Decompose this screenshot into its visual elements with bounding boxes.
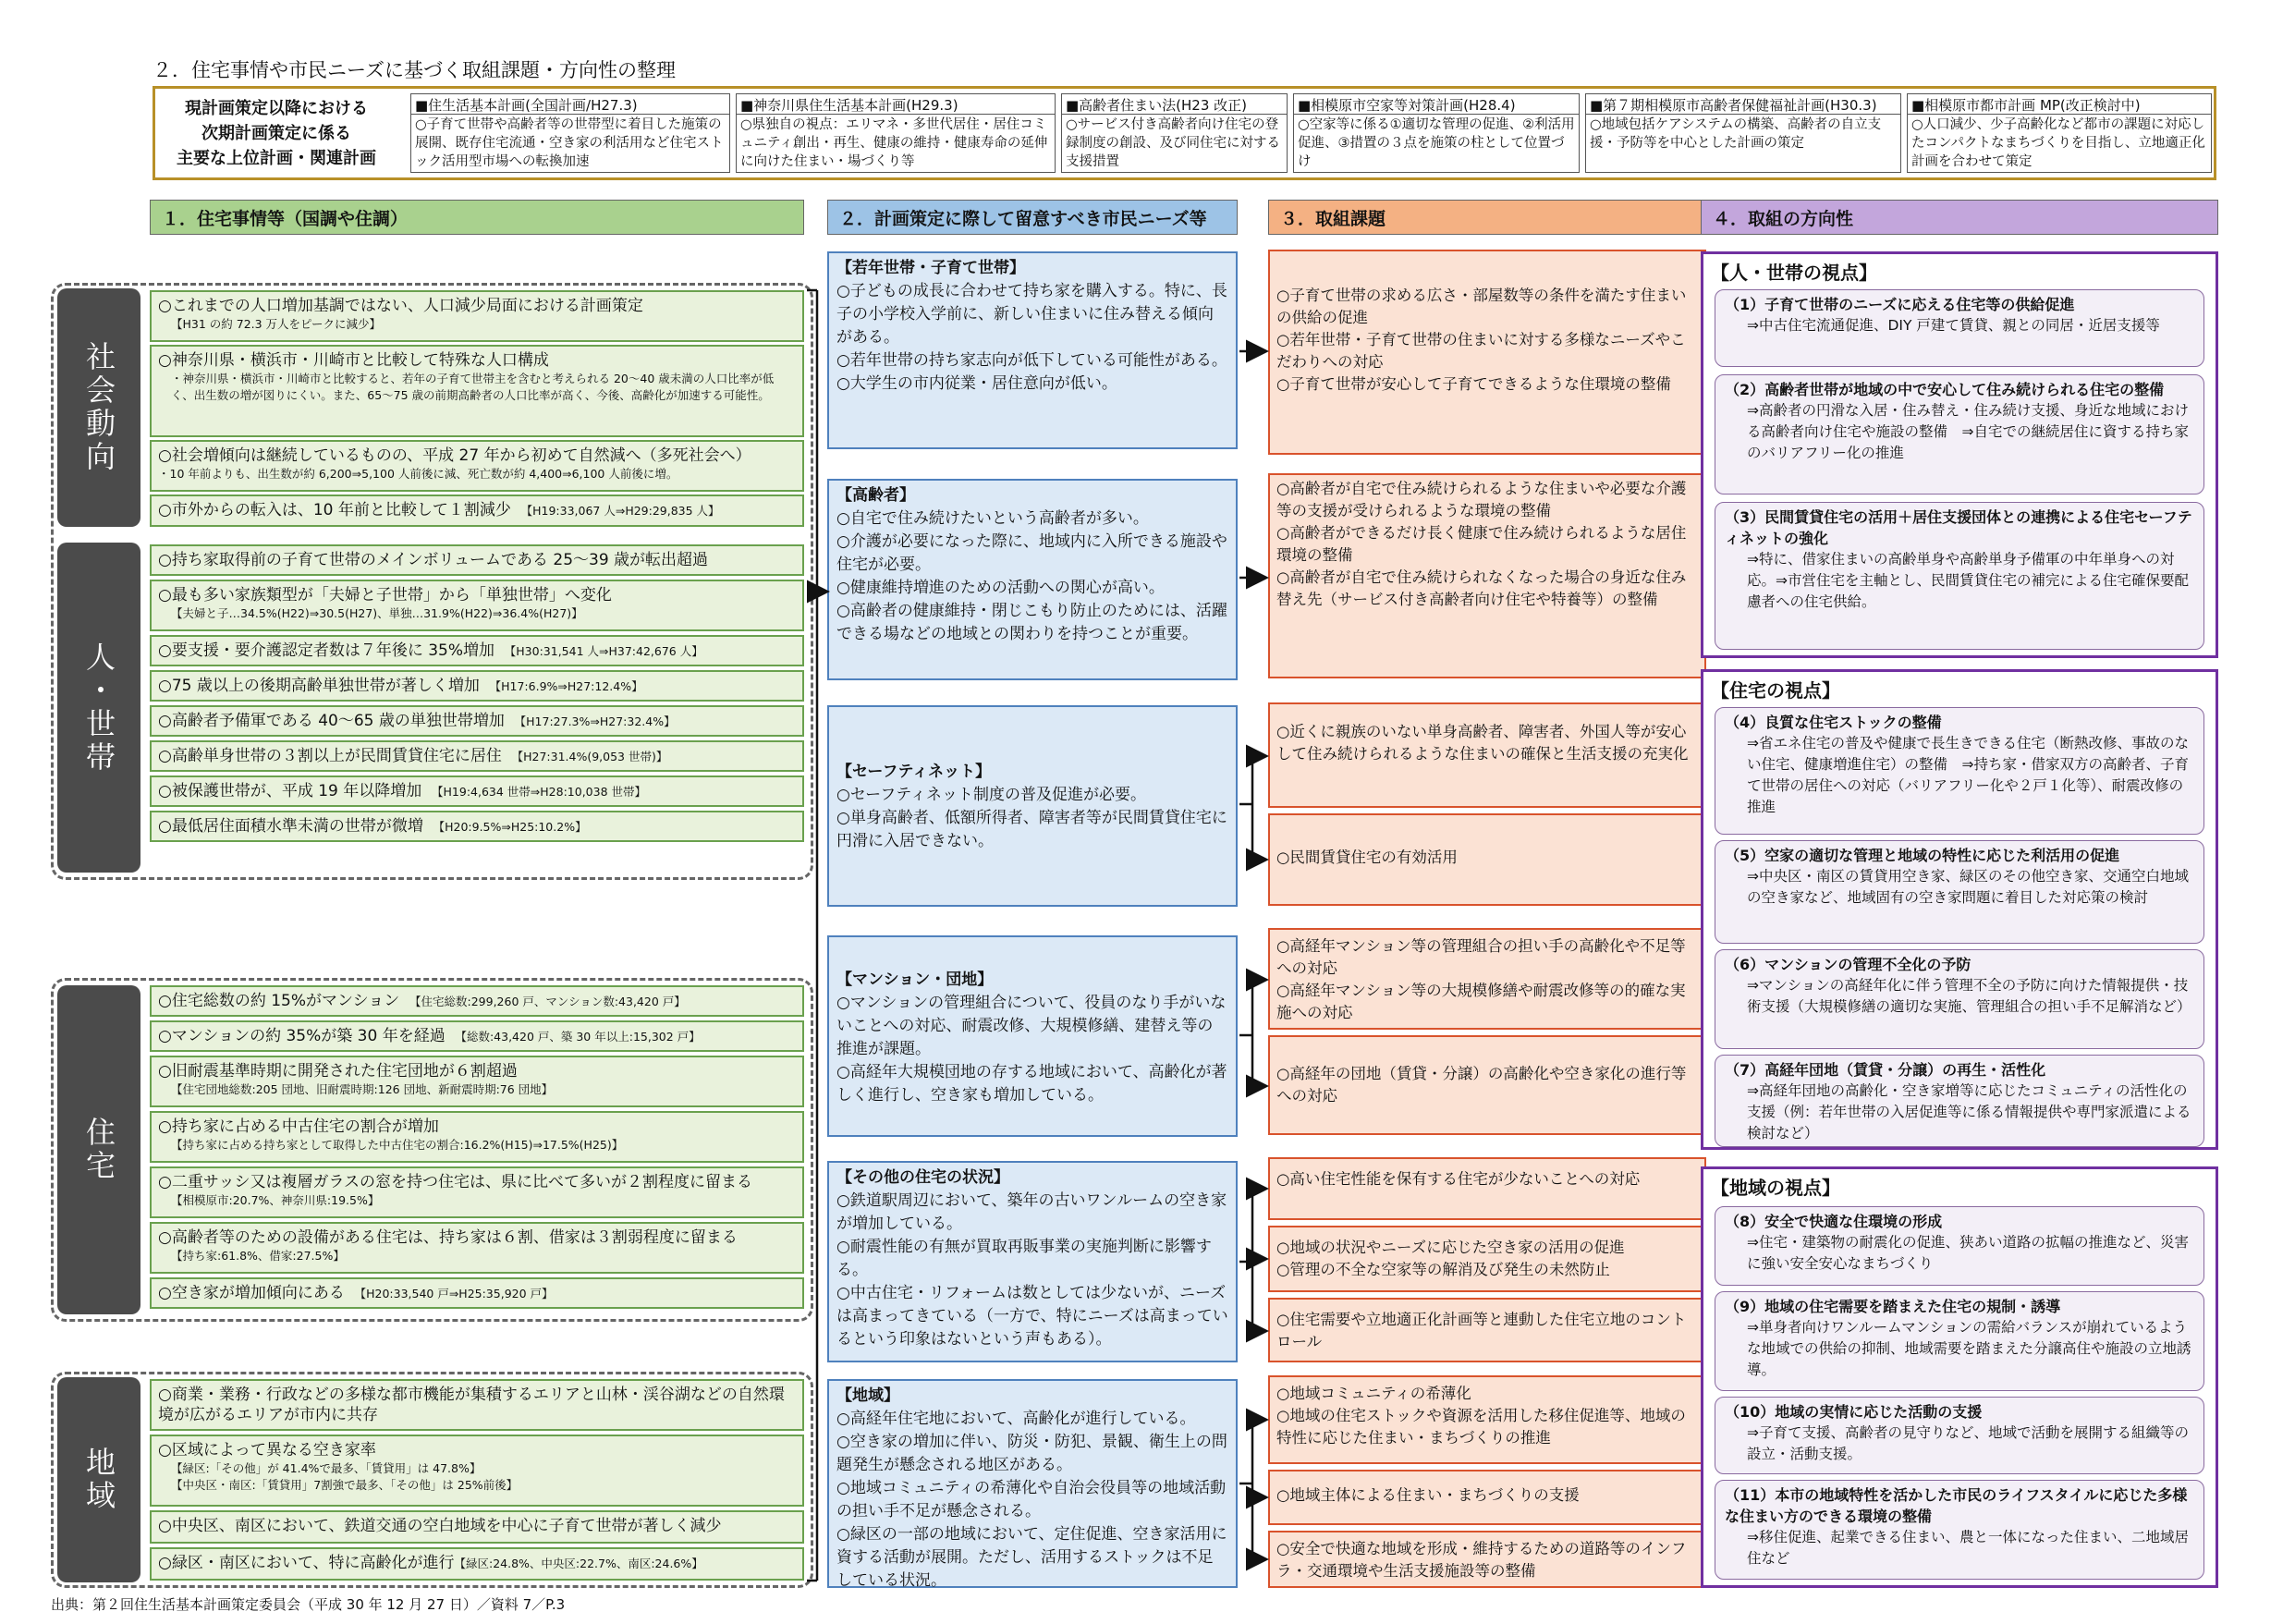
direction-item: （4）良質な住宅ストックの整備 ⇒省エネ住宅の普及や健康で長生きできる住宅（断熱改修、事故のない住宅、健康増進住宅）の整備 ⇒持ち家・借家双方の高齢者、子育て世帯の居住への対応（バリアフリー化や２戸１化等）、耐震改修の推進 — [1715, 707, 2204, 835]
column-header-directions: ４．取組の方向性 — [1701, 200, 2218, 235]
fact-item: ○要支援・要介護認定者数は７年後に 35%増加 【H30:31,541 人⇒H37:42,676 人】 — [150, 635, 804, 666]
fact-item: ○これまでの人口増加基調ではない、人口減少局面における計画策定 【H31 の約 72.3 万人をピークに減少】 — [150, 290, 804, 342]
view-region: 【地域の視点】 （8）安全で快適な住環境の形成 ⇒住宅・建築物の耐震化の促進、狭あい道路の拡幅の推進など、災害に強い安全安心なまちづくり （9）地域の住宅需要を踏まえた住宅の規制・誘導 ⇒単身者向けワンルームマンションの需給バランスが崩れているような地域での供給の抑制、地域需要を踏まえた分譲高住や施設の立地誘導。 （10）地域の実情に応じた活動の支援 ⇒子育て支援、高齢者の見守りなど、地域で活動を展開する組織等の設立・活動支援。 （11）本市の地域特性を活かした市民のライフスタイルに応じた多様な住まい方のできる環境の整備 ⇒移住促進、起業できる住まい、農と一体になった住まい、二地域居住など — [1701, 1166, 2218, 1588]
issue-box: ○地域主体による住まい・まちづくりの支援 — [1268, 1470, 1706, 1525]
fact-item: ○緑区・南区において、特に高齢化が進行【緑区:24.8%、中央区:22.7%、南区:24.6%】 — [150, 1547, 804, 1581]
fact-item: ○高齢者等のための設備がある住宅は、持ち家は６割、借家は３割弱程度に留まる 【持ち家:61.8%、借家:27.5%】 — [150, 1222, 804, 1274]
issue-box: ○民間賃貸住宅の有効活用 — [1268, 813, 1706, 906]
plan-city-mp: ■相模原市都市計画 MP(改正検討中) ○人口減少、少子高齢化など都市の課題に対応したコンパクトなまちづくりを目指し、立地適正化計画を合わせて策定 — [1907, 93, 2212, 173]
fact-item: ○神奈川県・横浜市・川崎市と比較して特殊な人口構成 ・神奈川県・横浜市・川崎市と比較すると、若年の子育て世帯主を含むと考えられる 20～40 歳未満の人口比率が低く、出生数の増が図りにくい。また、65～75 歳の前期高齢者の人口比率が高く、今後、高齢化が加速する可能性。 — [150, 345, 804, 437]
issue-box: ○地域コミュニティの希薄化 ○地域の住宅ストックや資源を活用した移住促進等、地域の特性に応じた住まい・まちづくりの推進 — [1268, 1375, 1706, 1464]
issue-box: ○高い住宅性能を保有する住宅が少ないことへの対応 — [1268, 1157, 1706, 1220]
fact-item: ○旧耐震基準時期に開発された住宅団地が６割超過 【住宅団地総数:205 団地、旧耐震時期:126 団地、新耐震時期:76 団地】 — [150, 1056, 804, 1107]
needs-young-households: 【若年世帯・子育て世帯】 ○子どもの成長に合わせて持ち家を購入する。特に、長子の小学校入学前に、新しい住まいに住み替える傾向がある。 ○若年世帯の持ち家志向が低下している可能性がある。 ○大学生の市内従業・居住意向が低い。 — [827, 251, 1238, 449]
needs-region: 【地域】 ○高経年住宅地において、高齢化が進行している。 ○空き家の増加に伴い、防災・防犯、景観、衛生上の問題発生が懸念される地区がある。 ○地域コミュニティの希薄化や自治会役員等の地域活動の担い手不足が懸念される。 ○緑区の一部の地域において、定住促進、空き家活用に資する活動が展開。ただし、活用するストックは不足している状況。 — [827, 1379, 1238, 1588]
side-label-housing: 住宅 — [57, 985, 140, 1314]
needs-safety-net: 【セーフティネット】 ○セーフティネット制度の普及促進が必要。 ○単身高齢者、低額所得者、障害者等が民間賃貸住宅に円滑に入居できない。 — [827, 705, 1238, 907]
needs-other-housing: 【その他の住宅の状況】 ○鉄道駅周辺において、築年の古いワンルームの空き家が増加している。 ○耐震性能の有無が買取再販事業の実施判断に影響する。 ○中古住宅・リフォームは数としては少ないが、ニーズは高まってきている（一方で、特にニーズは高まっているという印象はないという声もある）。 — [827, 1161, 1238, 1362]
plan-national: ■住生活基本計画(全国計画/H27.3) ○子育て世帯や高齢者等の世帯型に着目した施策の展開、既存住宅流通・空き家の利活用など住宅ストック活用型市場への転換加速 — [410, 93, 730, 173]
fact-item: ○最も多い家族類型が「夫婦と子世帯」から「単独世帯」へ変化 【夫婦と子…34.5%(H22)⇒30.5(H27)、単独…31.9%(H22)⇒36.4%(H27)】 — [150, 580, 804, 631]
fact-item: ○75 歳以上の後期高齢単独世帯が著しく増加 【H17:6.9%⇒H27:12.4%】 — [150, 670, 804, 702]
fact-item: ○被保護世帯が、平成 19 年以降増加 【H19:4,634 世帯⇒H28:10,038 世帯】 — [150, 775, 804, 807]
direction-item: （7）高経年団地（賃貸・分譲）の再生・活性化 ⇒高経年団地の高齢化・空き家増等に応じたコミュニティの活性化の支援（例：若年世帯の入居促進等に係る情報提供や専門家派遣による検討など） — [1715, 1055, 2204, 1147]
fact-item: ○住宅総数の約 15%がマンション 【住宅総数:299,260 戸、マンション数:43,420 戸】 — [150, 985, 804, 1017]
issue-box: ○地域の状況やニーズに応じた空き家の活用の促進 ○管理の不全な空家等の解消及び発生の未然防止 — [1268, 1226, 1706, 1292]
fact-item: ○持ち家取得前の子育て世帯のメインボリュームである 25～39 歳が転出超過 — [150, 544, 804, 576]
fact-item: ○中央区、南区において、鉄道交通の空白地域を中心に子育て世帯が著しく減少 — [150, 1510, 804, 1544]
plan-vacant-house: ■相模原市空家等対策計画(H28.4) ○空家等に係る①適切な管理の促進、②利活用促進、③措置の３点を施策の柱として位置づけ — [1293, 93, 1580, 173]
needs-condominium: 【マンション・団地】 ○マンションの管理組合について、役員のなり手がいないことへの対応、耐震改修、大規模修繕、建替え等の推進が課題。 ○高経年大規模団地の存する地域において、高齢化が著しく進行し、空き家も増加している。 — [827, 935, 1238, 1137]
column-header-housing-conditions: １．住宅事情等（国調や住調） — [150, 200, 804, 235]
direction-item: （10）地域の実情に応じた活動の支援 ⇒子育て支援、高齢者の見守りなど、地域で活動を展開する組織等の設立・活動支援。 — [1715, 1397, 2204, 1474]
direction-item: （5）空家の適切な管理と地域の特性に応じた利活用の促進 ⇒中央区・南区の賃貸用空き家、緑区のその他空き家、交通空白地域の空き家など、地域固有の空き家問題に着目した対応策の検討 — [1715, 840, 2204, 944]
issue-box: ○安全で快適な地域を形成・維持するための道路等のインフラ・交通環境や生活支援施設等の整備 — [1268, 1531, 1706, 1588]
side-label-social: 社会動向 — [57, 288, 140, 527]
issue-box: ○高経年の団地（賃貸・分譲）の高齢化や空き家化の進行等への対応 — [1268, 1035, 1706, 1135]
plan-kanagawa: ■神奈川県住生活基本計画(H29.3) ○県独自の視点：エリマネ・多世代居住・居住コミュニティ創出・再生、健康の維持・健康寿命の延伸に向けた住まい・場づくり等 — [736, 93, 1056, 173]
fact-item: ○商業・業務・行政などの多様な都市機能が集積するエリアと山林・渓谷湖などの自然環境が広がるエリアが市内に共存 — [150, 1379, 804, 1431]
fact-item: ○市外からの転入は、10 年前と比較して１割減少 【H19:33,067 人⇒H29:29,835 人】 — [150, 495, 804, 527]
fact-item: ○二重サッシ又は複層ガラスの窓を持つ住宅は、県に比べて多いが２割程度に留まる 【相模原市:20.7%、神奈川県:19.5%】 — [150, 1166, 804, 1218]
direction-item: （11）本市の地域特性を活かした市民のライフスタイルに応じた多様な住まい方のできる環境の整備 ⇒移住促進、起業できる住まい、農と一体になった住まい、二地域居住など — [1715, 1480, 2204, 1580]
direction-item: （6）マンションの管理不全化の予防 ⇒マンションの高経年化に伴う管理不全の予防に向けた情報提供・技術支援（大規模修繕の適切な実施、管理組合の担い手不足解消など） — [1715, 949, 2204, 1049]
fact-item: ○持ち家に占める中古住宅の割合が増加 【持ち家に占める持ち家として取得した中古住宅の割合:16.2%(H15)⇒17.5%(H25)】 — [150, 1111, 804, 1163]
fact-item: ○区域によって異なる空き家率 【緑区:「その他」が 41.4%で最多、「賃貸用」は 47.8%】 【中央区・南区:「賃貸用」7割強で最多、「その他」は 25%前後】 — [150, 1435, 804, 1507]
plan-elderly-welfare: ■第７期相模原市高齢者保健福祉計画(H30.3) ○地域包括ケアシステムの構築、高齢者の自立支援・予防等を中心とした計画の策定 — [1585, 93, 1901, 173]
column-header-issues: ３．取組課題 — [1268, 200, 1706, 235]
needs-elderly: 【高齢者】 ○自宅で住み続けたいという高齢者が多い。 ○介護が必要になった際に、地域内に入所できる施設や住宅が必要。 ○健康維持増進のための活動への関心が高い。 ○高齢者の健康維持・閉じこもり防止のためには、活躍できる場などの地域との関わりを持つことが重要。 — [827, 479, 1238, 680]
issue-box: ○高経年マンション等の管理組合の担い手の高齢化や不足等への対応 ○高経年マンション等の大規模修繕や耐震改修等の的確な実施への対応 — [1268, 928, 1706, 1030]
fact-item: ○マンションの約 35%が築 30 年を経過 【総数:43,420 戸、築 30 年以上:15,302 戸】 — [150, 1020, 804, 1052]
plan-elderly-housing-law: ■高齢者住まい法(H23 改正) ○サービス付き高齢者向け住宅の登録制度の創設、及び同住宅に対する支援措置 — [1061, 93, 1288, 173]
direction-item: （9）地域の住宅需要を踏まえた住宅の規制・誘導 ⇒単身者向けワンルームマンションの需給バランスが崩れているような地域での供給の抑制、地域需要を踏まえた分譲高住や施設の立地誘導。 — [1715, 1291, 2204, 1391]
direction-item: （3）民間賃貸住宅の活用＋居住支援団体との連携による住宅セーフティネットの強化 ⇒特に、借家住まいの高齢単身や高齢単身予備軍の中年単身への対応。⇒市営住宅を主軸とし、民間賃貸住宅の補完による住宅確保要配慮者への住宅供給。 — [1715, 502, 2204, 650]
fact-item: ○高齢者予備軍である 40～65 歳の単独世帯増加 【H17:27.3%⇒H27:32.4%】 — [150, 705, 804, 737]
direction-item: （1）子育て世帯のニーズに応える住宅等の供給促進 ⇒中古住宅流通促進、DIY 戸建て賃貸、親との同居・近居支援等 — [1715, 289, 2204, 367]
direction-item: （2）高齢者世帯が地域の中で安心して住み続けられる住宅の整備 ⇒高齢者の円滑な入居・住み替え・住み続け支援、身近な地域における高齢者向け住宅や施設の整備 ⇒自宅での継続居住に資する持ち家のバリアフリー化の推進 — [1715, 374, 2204, 495]
issue-box: ○子育て世帯の求める広さ・部屋数等の条件を満たす住まいの供給の促進 ○若年世帯・子育て世帯の住まいに対する多様なニーズやこだわりへの対応 ○子育て世帯が安心して子育てできるような住環境の整備 — [1268, 250, 1706, 455]
issue-box: ○住宅需要や立地適正化計画等と連動した住宅立地のコントロール — [1268, 1298, 1706, 1362]
fact-item: ○空き家が増加傾向にある 【H20:33,540 戸⇒H25:35,920 戸】 — [150, 1277, 804, 1309]
source-footnote: 出典：第２回住生活基本計画策定委員会（平成 30 年 12 月 27 日）／資料 7／P.3 — [51, 1596, 566, 1613]
fact-item: ○最低居住面積水準未満の世帯が微増 【H20:9.5%⇒H25:10.2%】 — [150, 811, 804, 842]
issue-box: ○近くに親族のいない単身高齢者、障害者、外国人等が安心して住み続けられるような住まいの確保と生活支援の充実化 — [1268, 702, 1706, 808]
issue-box: ○高齢者が自宅で住み続けられるような住まいや必要な介護等の支援が受けられるような環境の整備 ○高齢者ができるだけ長く健康で住み続けられるような居住環境の整備 ○高齢者が自宅で住み続けられなくなった場合の身近な住み替え先（サービス付き高齢者向け住宅や特養等）の整備 — [1268, 473, 1706, 678]
page-title: ２．住宅事情や市民ニーズに基づく取組課題・方向性の整理 — [153, 59, 676, 81]
direction-item: （8）安全で快適な住環境の形成 ⇒住宅・建築物の耐震化の促進、狭あい道路の拡幅の推進など、災害に強い安全安心なまちづくり — [1715, 1206, 2204, 1286]
fact-item: ○高齢単身世帯の３割以上が民間賃貸住宅に居住 【H27:31.4%(9,053 世帯)】 — [150, 740, 804, 772]
fact-item: ○社会増傾向は継続しているものの、平成 27 年から初めて自然減へ（多死社会へ） ・10 年前よりも、出生数が約 6,200⇒5,100 人前後に減、死亡数が約 4,400⇒6,100 人前後に増。 — [150, 440, 804, 492]
view-housing: 【住宅の視点】 （4）良質な住宅ストックの整備 ⇒省エネ住宅の普及や健康で長生きできる住宅（断熱改修、事故のない住宅、健康増進住宅）の整備 ⇒持ち家・借家双方の高齢者、子育て世帯の居住への対応（バリアフリー化や２戸１化等）、耐震改修の推進 （5）空家の適切な管理と地域の特性に応じた利活用の促進 ⇒中央区・南区の賃貸用空き家、緑区のその他空き家、交通空白地域の空き家など、地域固有の空き家問題に着目した対応策の検討 （6）マンションの管理不全化の予防 ⇒マンションの高経年化に伴う管理不全の予防に向けた情報提供・技術支援（大規模修繕の適切な実施、管理組合の担い手不足解消など） （7）高経年団地（賃貸・分譲）の再生・活性化 ⇒高経年団地の高齢化・空き家増等に応じたコミュニティの活性化の支援（例：若年世帯の入居促進等に係る情報提供や専門家派遣による検討など） — [1701, 669, 2218, 1150]
related-plans-heading: 現計画策定以降における 次期計画策定に係る 主要な上位計画・関連計画 — [177, 98, 376, 168]
column-header-citizen-needs: ２．計画策定に際して留意すべき市民ニーズ等 — [827, 200, 1238, 235]
side-label-household: 人・世帯 — [57, 543, 140, 873]
side-label-region: 地域 — [57, 1377, 140, 1582]
view-people-households: 【人・世帯の視点】 （1）子育て世帯のニーズに応える住宅等の供給促進 ⇒中古住宅流通促進、DIY 戸建て賃貸、親との同居・近居支援等 （2）高齢者世帯が地域の中で安心して住み続けられる住宅の整備 ⇒高齢者の円滑な入居・住み替え・住み続け支援、身近な地域における高齢者向け住宅や施設の整備 ⇒自宅での継続居住に資する持ち家のバリアフリー化の推進 （3）民間賃貸住宅の活用＋居住支援団体との連携による住宅セーフティネットの強化 ⇒特に、借家住まいの高齢単身や高齢単身予備軍の中年単身への対応。⇒市営住宅を主軸とし、民間賃貸住宅の補完による住宅確保要配慮者への住宅供給。 — [1701, 251, 2218, 658]
